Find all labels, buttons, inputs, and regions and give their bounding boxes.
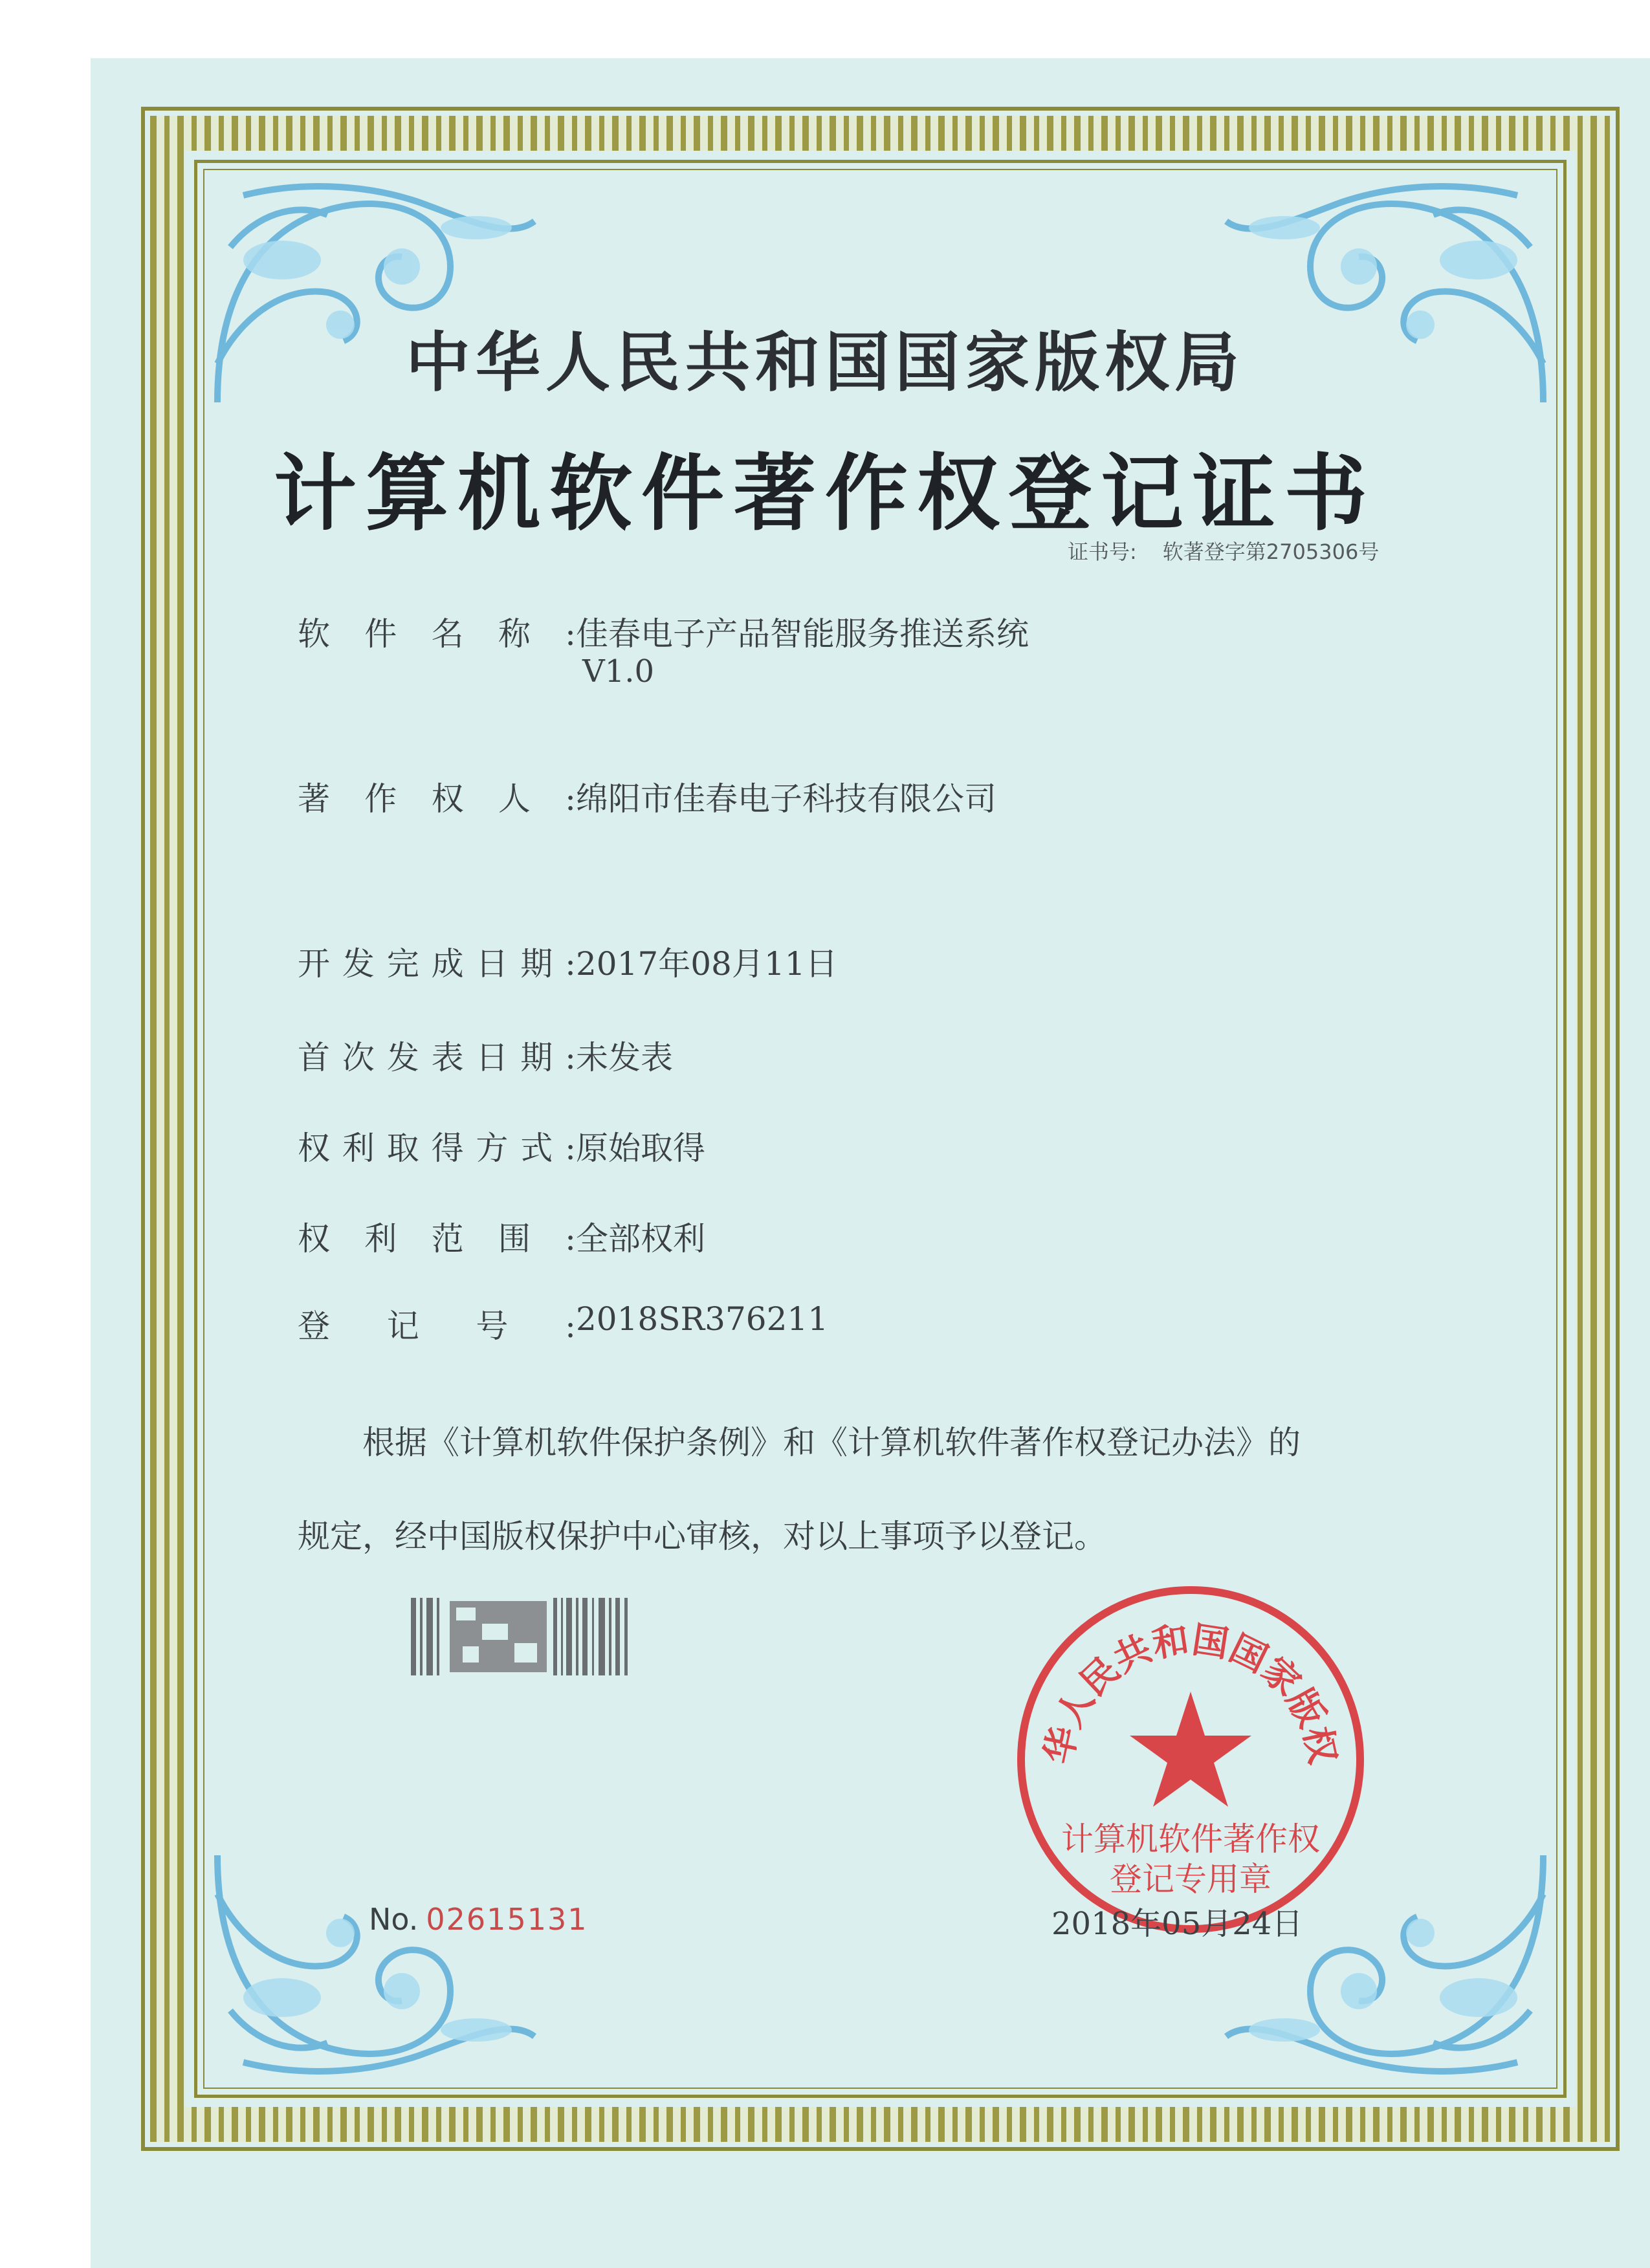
seal-star-icon [1130, 1692, 1251, 1807]
seal-line-2: 登记专用章 [1110, 1860, 1271, 1898]
dev-date-value: 2017年08月11日 [576, 945, 838, 983]
certificate-title: 计算机软件著作权登记证书 [273, 445, 1376, 542]
field-software-name [298, 608, 1029, 655]
cert-no-value: 软著登字第2705306号 [1162, 540, 1380, 564]
pub-date-value: 未发表 [576, 1039, 673, 1076]
field-pub-date [298, 1032, 673, 1078]
issuer-heading: 中华人民共和国国家版权局 [406, 325, 1244, 400]
pub-date-label: 首次发表日期: [298, 1039, 576, 1076]
field-rights-scope [298, 1213, 705, 1259]
seal-ring-text: 华人民共和国国家版权 [1037, 1619, 1344, 1768]
cert-no-label: 证书号: [1068, 540, 1137, 564]
scope-label: 权利范围: [298, 1220, 576, 1258]
field-dev-date [298, 938, 838, 985]
owner-value: 绵阳市佳春电子科技有限公司 [576, 780, 996, 818]
software-name-label: 软件名称: [298, 615, 576, 653]
acquire-label: 权利取得方式: [298, 1129, 576, 1167]
software-name-value: 佳春电子产品智能服务推送系统 [576, 615, 1029, 653]
acquire-value: 原始取得 [576, 1129, 705, 1167]
software-version: V1.0 [582, 653, 654, 690]
serial-number [369, 1902, 588, 1937]
statement-line-1: 根据《计算机软件保护条例》和《计算机软件著作权登记办法》的 [362, 1424, 1301, 1461]
dev-date-label: 开发完成日期: [298, 945, 576, 983]
field-owner [298, 773, 996, 820]
reg-label: 登记号: [298, 1307, 576, 1345]
issue-date: 2018年05月24日 [1051, 1906, 1303, 1942]
corner-ornament-bottom-left [204, 1842, 541, 2088]
owner-label: 著作权人: [298, 780, 576, 818]
seal-line-1: 计算机软件著作权 [1061, 1820, 1320, 1858]
scope-value: 全部权利 [576, 1220, 705, 1258]
statement-line-2: 规定，经中国版权保护中心审核，对以上事项予以登记。 [298, 1518, 1106, 1555]
serial-value: 02615131 [426, 1902, 588, 1937]
barcode [411, 1598, 631, 1675]
certificate-number [1068, 536, 1379, 565]
official-seal [1009, 1578, 1372, 1941]
field-acquire-method [298, 1122, 705, 1169]
reg-value: 2018SR376211 [576, 1300, 829, 1338]
serial-label: No. [369, 1902, 419, 1937]
field-registration-number [298, 1300, 828, 1347]
